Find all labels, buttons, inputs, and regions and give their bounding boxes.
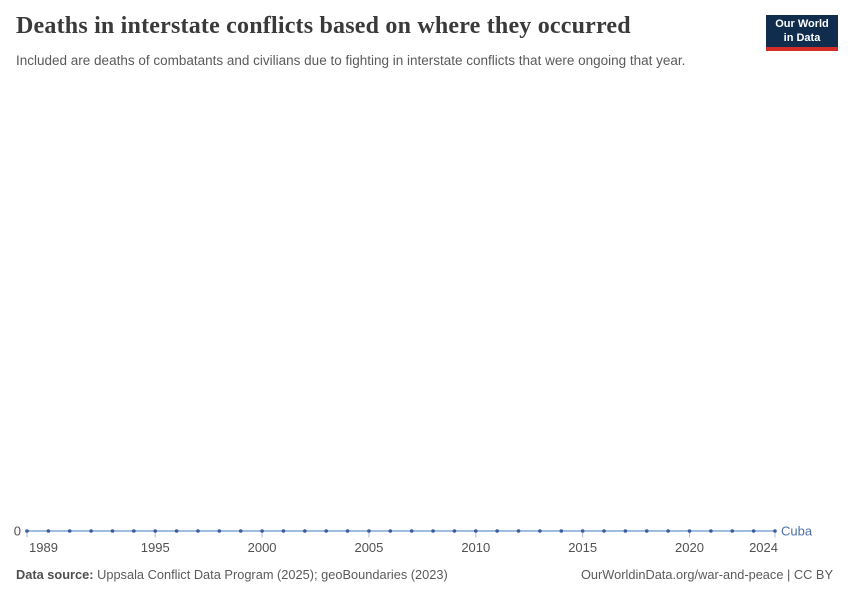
data-point: [25, 529, 29, 533]
x-axis-label: 1995: [140, 540, 170, 555]
chart-footer: [16, 567, 833, 582]
data-point: [730, 529, 734, 533]
data-point: [559, 529, 563, 533]
data-point: [431, 529, 435, 533]
x-axis-label: 2005: [354, 540, 384, 555]
data-point: [538, 529, 542, 533]
data-source-label: Data source:: [16, 567, 94, 582]
x-axis-label: 1989: [29, 540, 58, 555]
data-point: [474, 529, 478, 533]
data-point: [346, 529, 350, 533]
data-point: [132, 529, 136, 533]
data-point: [47, 529, 51, 533]
data-point: [581, 529, 585, 533]
data-point: [389, 529, 393, 533]
data-point: [410, 529, 414, 533]
data-point: [495, 529, 499, 533]
data-point: [645, 529, 649, 533]
data-point: [517, 529, 521, 533]
data-point: [688, 529, 692, 533]
x-axis-label: 2024: [749, 540, 778, 555]
data-point: [153, 529, 157, 533]
y-axis-label: 0: [13, 523, 21, 539]
data-point: [709, 529, 713, 533]
data-point: [218, 529, 222, 533]
data-point: [773, 529, 777, 533]
data-point: [666, 529, 670, 533]
series-entity-label: Cuba: [781, 523, 813, 539]
data-point: [324, 529, 328, 533]
data-point: [367, 529, 371, 533]
x-axis-label: 2000: [247, 540, 277, 555]
data-point: [175, 529, 179, 533]
data-point: [624, 529, 628, 533]
chart-subtitle: Included are deaths of combatants and civilians due to fighting in interstate conflicts that were ongoing that year.: [16, 53, 686, 68]
data-point: [282, 529, 286, 533]
data-point: [260, 529, 264, 533]
data-point: [752, 529, 756, 533]
x-axis-label: 2020: [675, 540, 704, 555]
data-point: [602, 529, 606, 533]
page-title: Deaths in interstate conflicts based on where they occurred: [16, 13, 631, 39]
owid-logo-line2: in Data: [783, 32, 821, 44]
x-axis-label: 2010: [461, 540, 491, 555]
owid-logo-line1: Our World: [775, 17, 829, 30]
data-source-text: Uppsala Conflict Data Program (2025); geoBoundaries (2023): [93, 567, 448, 582]
data-point: [196, 529, 200, 533]
data-point: [68, 529, 72, 533]
data-point: [89, 529, 93, 533]
owid-license-link[interactable]: OurWorldinData.org/war-and-peace | CC BY: [580, 567, 833, 582]
data-point: [239, 529, 243, 533]
data-point: [303, 529, 307, 533]
x-axis-label: 2015: [568, 540, 598, 555]
data-point: [453, 529, 457, 533]
data-source: [16, 567, 448, 582]
data-point: [111, 529, 115, 533]
